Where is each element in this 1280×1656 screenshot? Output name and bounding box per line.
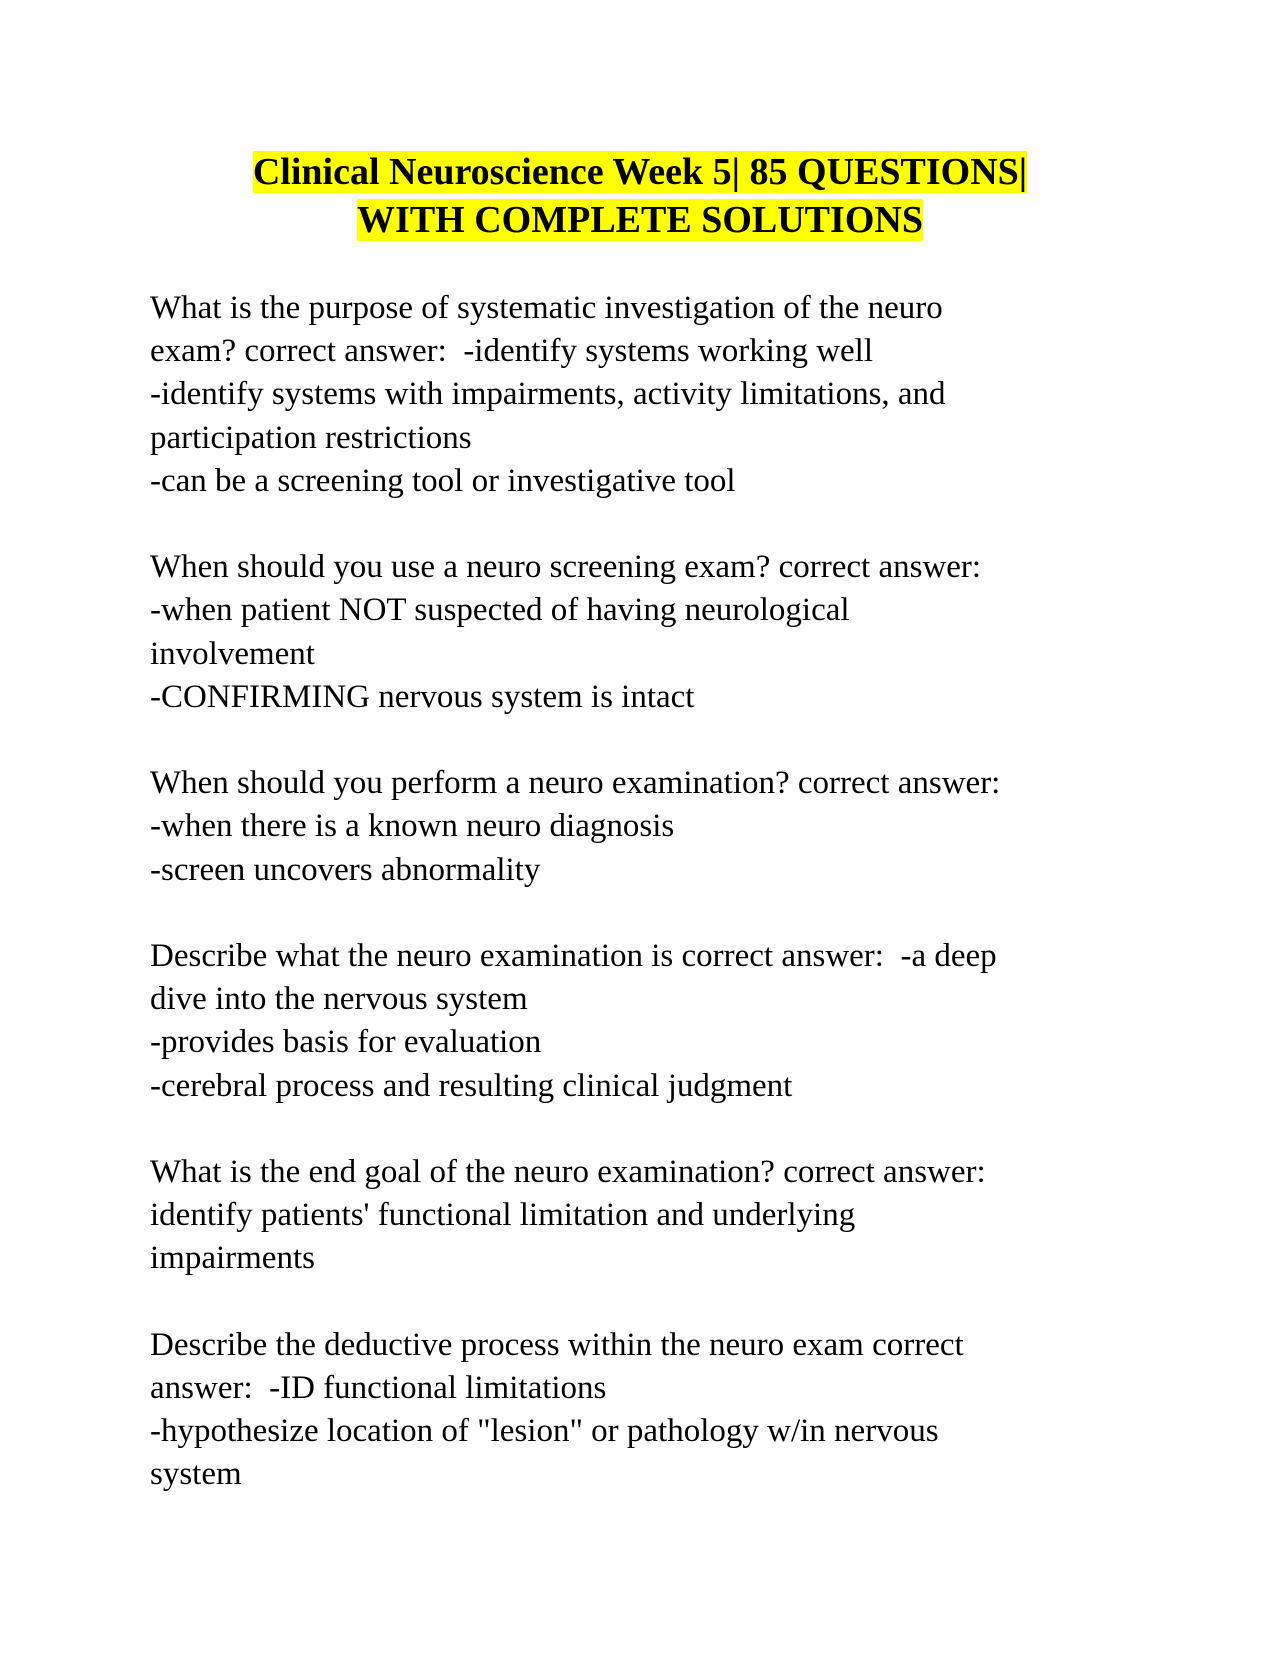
text-line: involvement: [150, 635, 315, 672]
text-line: When should you use a neuro screening exam? correct answer:: [150, 549, 982, 586]
text-line: -when patient NOT suspected of having neurological: [150, 592, 850, 629]
text-line: impairments: [150, 1240, 315, 1277]
text-line: participation restrictions: [150, 419, 472, 456]
text-line: -provides basis for evaluation: [150, 1024, 542, 1061]
qa-item: [150, 1324, 1180, 1497]
text-line: dive into the nervous system: [150, 981, 528, 1018]
text-line: -can be a screening tool or investigative tool: [150, 462, 736, 499]
title-line-2: WITH COMPLETE SOLUTIONS: [357, 199, 923, 241]
text-line: answer: -ID functional limitations: [150, 1370, 607, 1406]
qa-item: [150, 1151, 1180, 1281]
text-line: Describe what the neuro examination is correct answer: -a deep: [150, 938, 997, 974]
text-line: What is the end goal of the neuro examination? correct answer:: [150, 1154, 986, 1190]
text-line: What is the purpose of systematic investigation of the neuro: [150, 290, 943, 326]
document-body: [150, 287, 1180, 1540]
qa-item: [150, 935, 1180, 1108]
text-line: -hypothesize location of "lesion" or pathology w/in nervous: [150, 1413, 939, 1450]
text-line: exam? correct answer: -identify systems working well: [150, 333, 874, 370]
text-line: -CONFIRMING nervous system is intact: [150, 678, 695, 715]
text-line: Describe the deductive process within the neuro exam correct: [150, 1326, 964, 1363]
text-line: system: [150, 1456, 242, 1493]
text-line: -cerebral process and resulting clinical judgment: [150, 1067, 793, 1104]
qa-item: [150, 546, 1180, 719]
title-line-1: Clinical Neuroscience Week 5| 85 QUESTIONS|: [252, 151, 1028, 193]
text-line: -when there is a known neuro diagnosis: [150, 808, 675, 845]
text-line: When should you perform a neuro examination? correct answer:: [150, 765, 1001, 802]
text-line: -identify systems with impairments, activity limitations, and: [150, 376, 946, 413]
text-line: -screen uncovers abnormality: [150, 851, 541, 888]
qa-item: [150, 762, 1180, 892]
text-line: identify patients' functional limitation and underlying: [150, 1197, 856, 1234]
qa-item: [150, 287, 1180, 503]
document-title: [100, 148, 1180, 244]
